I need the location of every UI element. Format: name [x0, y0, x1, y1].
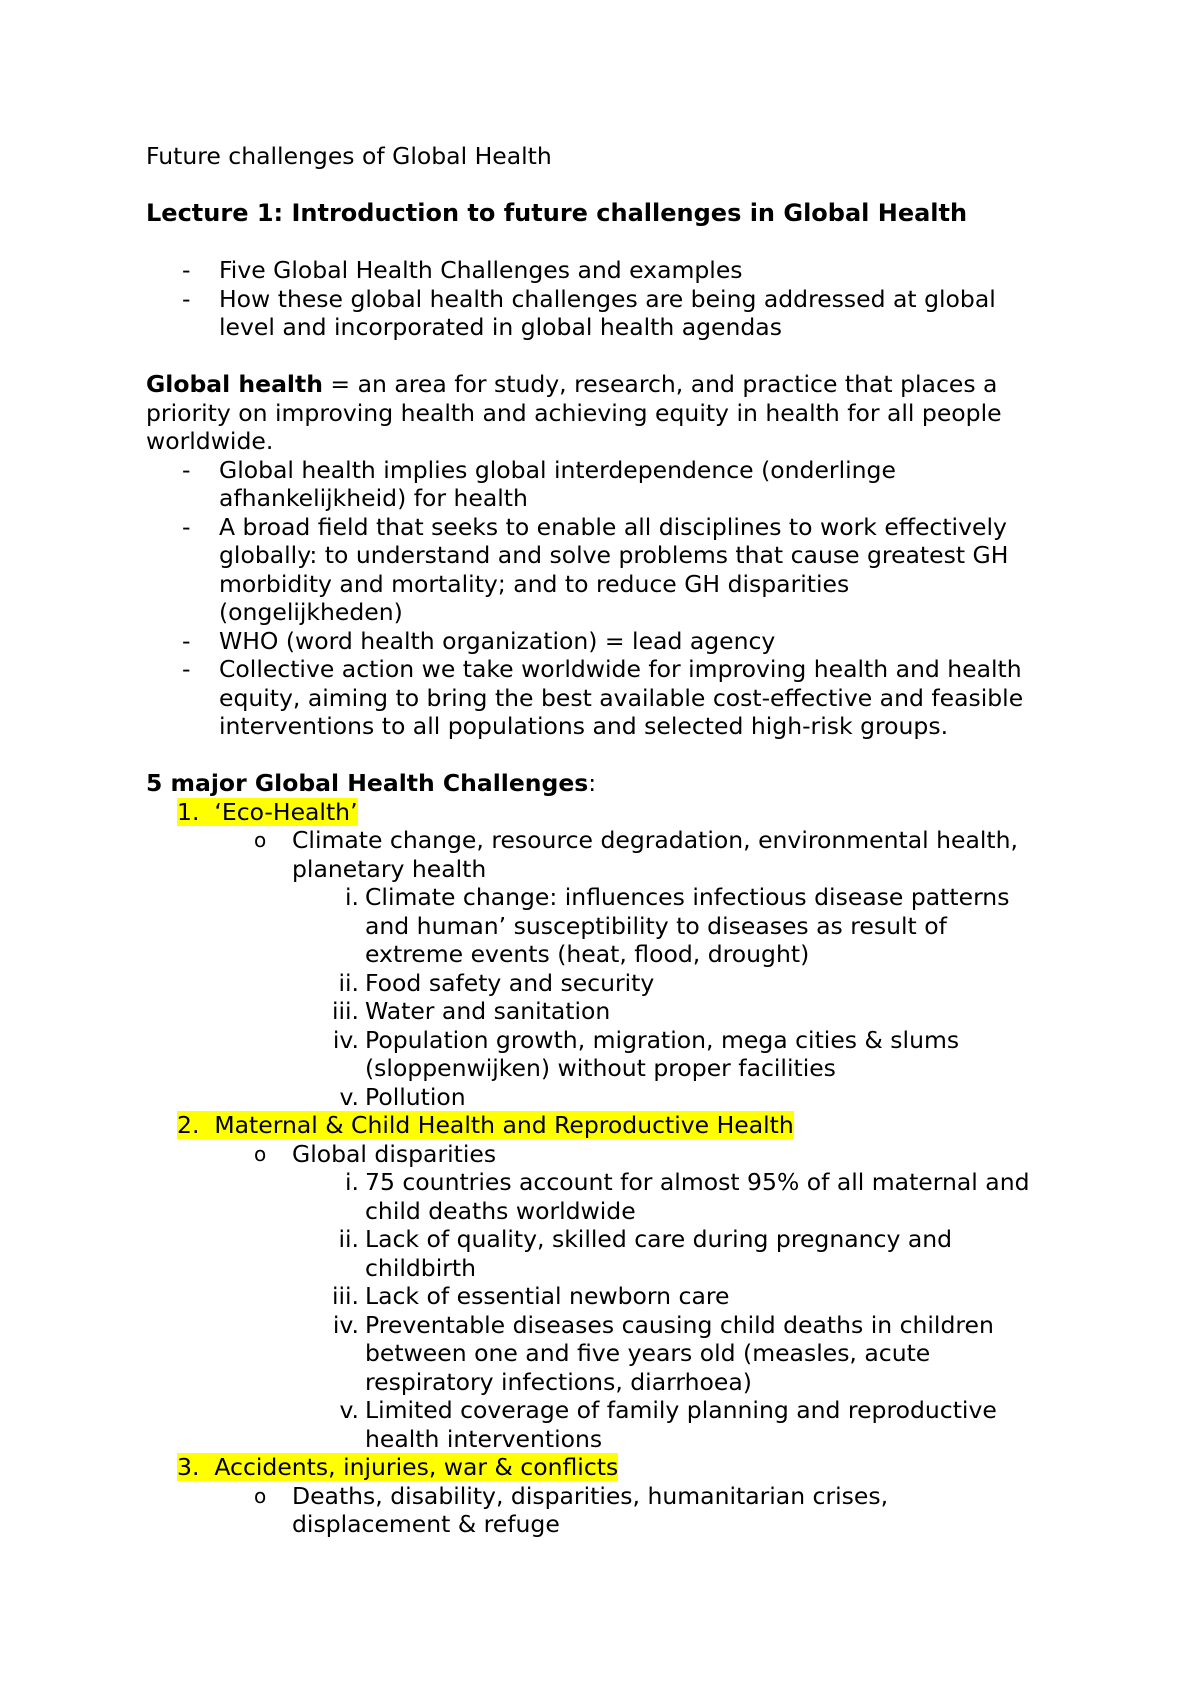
bullet-text-line: interventions to all populations and selected high-risk groups.	[219, 712, 949, 740]
definition-text-line: worldwide.	[146, 427, 274, 455]
bullet-text-line: afhankelijkheid) for health	[219, 484, 528, 512]
bullet-text-line: equity, aiming to bring the best available cost-effective and feasible	[219, 683, 1024, 712]
roman-list-item	[146, 1311, 1086, 1397]
roman-numeral: iv.	[332, 1025, 359, 1054]
roman-item-text-line: Limited coverage of family planning and reproductive	[365, 1396, 997, 1424]
roman-numeral: iv.	[332, 1310, 359, 1339]
sub-bullet	[146, 1140, 1086, 1169]
challenge-title-row	[177, 1111, 1086, 1140]
sub-bullet-text-line: displacement & refuge	[292, 1510, 560, 1538]
roman-item-text-line: 75 countries account for almost 95% of all maternal and	[365, 1168, 1030, 1196]
lecture-heading: Lecture 1: Introduction to future challenges in Global Health	[146, 199, 968, 227]
bullet-text-line: WHO (word health organization) = lead agency	[219, 626, 776, 655]
definition-text-line: priority on improving health and achieving equity in health for all people	[146, 398, 1002, 427]
roman-numeral: v.	[339, 1082, 359, 1111]
bullet-text-line: (ongelijkheden)	[219, 598, 403, 626]
roman-item-text-line: Food safety and security	[365, 968, 655, 997]
bullet-text-line: Five Global Health Challenges and examples	[219, 256, 743, 284]
roman-item-text-line: and human’ susceptibility to diseases as result of	[365, 911, 947, 940]
o-bullet-marker: o	[254, 828, 267, 852]
roman-item-text-line: Climate change: influences infectious disease patterns	[365, 883, 1010, 911]
challenge-title-row	[177, 1453, 1086, 1482]
intro-bullet	[146, 256, 1086, 285]
roman-list-item	[146, 1282, 1086, 1311]
definition-bullet-list	[146, 456, 1086, 741]
roman-item-text-line: Lack of quality, skilled care during pregnancy and	[365, 1225, 953, 1253]
sub-bullet-text-line: planetary health	[292, 854, 487, 883]
spacer	[146, 228, 1086, 257]
roman-list-item	[146, 1396, 1086, 1453]
bullet-text-line: Collective action we take worldwide for improving health and health	[219, 655, 1022, 683]
definition-bullet	[146, 513, 1086, 627]
dash-bullet-marker: -	[182, 655, 191, 683]
highlighted-challenge-title	[177, 1111, 794, 1139]
roman-item-text-line: Lack of essential newborn care	[365, 1282, 730, 1310]
challenge-item	[146, 1453, 1086, 1482]
definition-bullet	[146, 456, 1086, 513]
spacer	[146, 171, 1086, 200]
roman-numeral: i.	[345, 1168, 359, 1196]
challenge-label: Accidents, injuries, war & conflicts	[214, 1453, 619, 1481]
dash-bullet-marker: -	[182, 512, 191, 541]
highlighted-challenge-title	[177, 798, 358, 826]
bullet-text-line: level and incorporated in global health agendas	[219, 313, 782, 341]
challenge-number: 3.	[177, 1453, 200, 1481]
roman-item-text-line: Preventable diseases causing child deaths in children	[365, 1310, 994, 1339]
roman-item-text-line: Pollution	[365, 1082, 466, 1111]
sub-bullet	[146, 1482, 1086, 1539]
sub-bullet-text-line: Deaths, disability, disparities, humanitarian crises,	[292, 1481, 889, 1510]
o-bullet-marker: o	[254, 1141, 267, 1166]
challenge-number: 1.	[177, 797, 200, 826]
roman-item-text-line: childbirth	[365, 1253, 477, 1282]
definition-bullet	[146, 627, 1086, 656]
roman-list-item	[146, 997, 1086, 1026]
spacer	[146, 342, 1086, 371]
challenge-label: Maternal & Child Health and Reproductive Health	[214, 1111, 794, 1139]
roman-list-item	[146, 1026, 1086, 1083]
roman-list-item	[146, 883, 1086, 969]
bullet-text-line: Global health implies global interdependence (onderlinge	[219, 455, 896, 484]
dash-bullet-marker: -	[182, 626, 191, 655]
roman-list-item	[146, 1083, 1086, 1112]
roman-list-item	[146, 1225, 1086, 1282]
bullet-text-line: morbidity and mortality; and to reduce GH disparities	[219, 569, 850, 598]
roman-item-text-line: Population growth, migration, mega cities & slums	[365, 1025, 960, 1054]
sub-bullet-text-line: Climate change, resource degradation, environmental health,	[292, 826, 1018, 854]
challenge-number: 2.	[177, 1111, 200, 1139]
dash-bullet-marker: -	[182, 455, 191, 484]
challenge-item	[146, 798, 1086, 827]
roman-item-text-line: between one and five years old (measles, acute	[365, 1339, 931, 1367]
roman-item-text-line: (sloppenwijken) without proper facilities	[365, 1054, 836, 1082]
sub-bullet	[146, 826, 1086, 883]
global-health-definition	[146, 370, 1086, 456]
sub-bullet-text-line: Global disparities	[292, 1139, 497, 1168]
bullet-text-line: globally: to understand and solve problems that cause greatest GH	[219, 541, 1009, 569]
challenges-heading-colon: :	[588, 769, 597, 797]
roman-item-text-line: health interventions	[365, 1424, 603, 1453]
challenge-title-row	[177, 798, 1086, 827]
o-bullet-marker: o	[254, 1483, 267, 1508]
roman-item-text-line: child deaths worldwide	[365, 1196, 636, 1225]
roman-numeral: ii.	[338, 1225, 359, 1253]
roman-item-text-line: extreme events (heat, flood, drought)	[365, 940, 810, 968]
roman-list-item	[146, 1168, 1086, 1225]
roman-item-text-line: Water and sanitation	[365, 997, 611, 1025]
roman-numeral: v.	[339, 1396, 359, 1424]
highlighted-challenge-title	[177, 1453, 618, 1481]
intro-bullet	[146, 285, 1086, 342]
definition-term: Global health	[146, 370, 323, 398]
bullet-text-line: A broad field that seeks to enable all disciplines to work effectively	[219, 512, 1007, 541]
roman-list-item	[146, 969, 1086, 998]
roman-numeral: i.	[345, 883, 359, 911]
roman-item-text-line: respiratory infections, diarrhoea)	[365, 1367, 752, 1396]
document-title: Future challenges of Global Health	[146, 142, 552, 170]
definition-text-line: = an area for study, research, and practice that places a	[322, 370, 998, 398]
dash-bullet-marker: -	[182, 284, 191, 313]
challenge-label: ‘Eco-Health’	[214, 797, 358, 826]
challenges-list	[146, 798, 1086, 1539]
roman-numeral: iii.	[331, 997, 359, 1025]
spacer	[146, 741, 1086, 770]
roman-numeral: iii.	[331, 1282, 359, 1310]
roman-numeral: ii.	[338, 968, 359, 997]
definition-bullet	[146, 655, 1086, 741]
document-page	[146, 142, 1086, 1539]
challenges-heading	[146, 769, 1086, 798]
dash-bullet-marker: -	[182, 256, 191, 284]
intro-bullet-list	[146, 256, 1086, 342]
bullet-text-line: How these global health challenges are being addressed at global	[219, 284, 996, 313]
challenges-heading-text: 5 major Global Health Challenges	[146, 769, 589, 797]
challenge-item	[146, 1111, 1086, 1140]
